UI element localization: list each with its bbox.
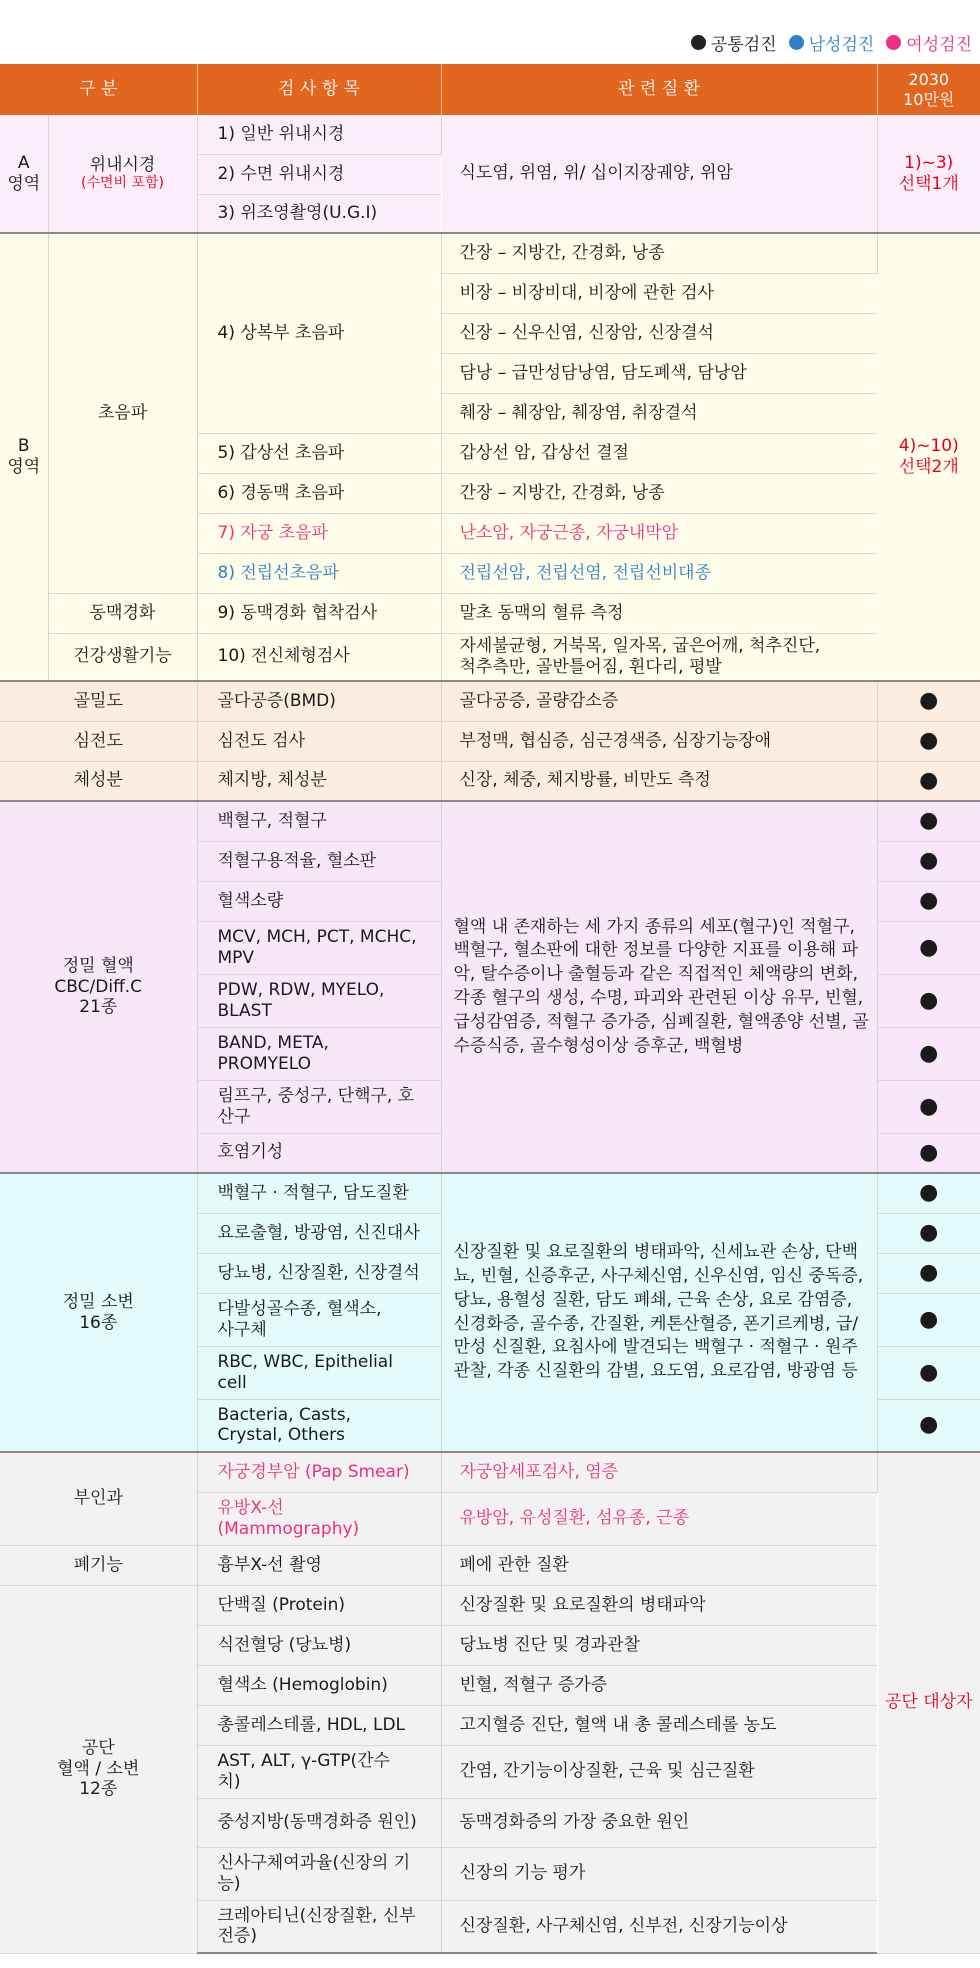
disease-cell: 폐에 관한 질환 [441, 1545, 877, 1585]
exam-item-female: 유방X-선 (Mammography) [197, 1492, 441, 1545]
disease-cell-female: 난소암, 자궁근종, 자궁내막암 [441, 513, 877, 553]
disease-cell: 자세불균형, 거북목, 일자목, 굽은어깨, 척추진단, 척추측만, 골반틀어짐, 휜다리, 평발 [441, 633, 877, 681]
included-bullet: ● [877, 721, 980, 761]
disease-cell: 췌장 – 췌장암, 췌장염, 취장결석 [441, 393, 877, 433]
header-package [877, 64, 980, 115]
header-item: 검 사 항 목 [197, 64, 441, 115]
area-a-label: A 영역 [0, 115, 48, 233]
table-row [0, 1452, 980, 1492]
disease-cell: 식도염, 위염, 위/ 십이지장궤양, 위암 [441, 115, 877, 233]
female-dot-icon [886, 35, 901, 50]
included-bullet: ● [877, 1399, 980, 1452]
table-row [0, 1545, 980, 1585]
ecg-category: 심전도 [0, 721, 197, 761]
table-header [0, 64, 980, 115]
included-bullet: ● [877, 841, 980, 881]
exam-item: 2) 수면 위내시경 [197, 154, 441, 194]
disease-cell: 신장질환 및 요로질환의 병태파악 [441, 1585, 877, 1625]
exam-item: 혈색소량 [197, 881, 441, 921]
arterio-category: 동맥경화 [48, 593, 197, 633]
header-category: 구 분 [0, 64, 197, 115]
exam-item: 호염기성 [197, 1133, 441, 1173]
included-bullet: ● [877, 1346, 980, 1399]
disease-cell: 동맥경화증의 가장 중요한 원인 [441, 1798, 877, 1847]
ultrasound-category: 초음파 [48, 233, 197, 593]
blood-category: 정밀 혈액 CBC/Diff.C 21종 [0, 801, 197, 1173]
exam-item: RBC, WBC, Epithelial cell [197, 1346, 441, 1399]
exam-item: 백혈구, 적혈구 [197, 801, 441, 841]
exam-item: 중성지방(동맥경화증 원인) [197, 1798, 441, 1847]
exam-item: 10) 전신체형검사 [197, 633, 441, 681]
exam-item: 크레아티닌(신장질환, 신부 전증) [197, 1900, 441, 1953]
exam-item: 림프구, 중성구, 단핵구, 호 산구 [197, 1080, 441, 1133]
disease-cell: 신장질환 및 요로질환의 병태파악, 신세뇨관 손상, 단백뇨, 빈혈, 신증후군, 사구체신염, 신우신염, 임신 중독증, 당뇨, 용혈성 질환, 담도 폐쇄, 근육 손상, 요로 감염증, 신경화증, 골수종, 간질환, 케톤산혈증, 폰기르케병, 급/만성 신질환, 요침사에 발견되는 백혈구 · 적혈구 · 원주 관찰, 각종 신질환의 감별, 요도염, 요로감염, 방광염 등 [441, 1173, 877, 1452]
exam-item: 체지방, 체성분 [197, 761, 441, 801]
disease-cell: 말초 동맥의 혈류 측정 [441, 593, 877, 633]
disease-cell-female: 유방암, 유성질환, 섬유종, 근종 [441, 1492, 877, 1545]
exam-item: PDW, RDW, MYELO, BLAST [197, 974, 441, 1027]
included-bullet: ● [877, 1293, 980, 1346]
disease-cell: 비장 – 비장비대, 비장에 관한 검사 [441, 273, 877, 313]
body-comp-category: 체성분 [0, 761, 197, 801]
included-bullet: ● [877, 921, 980, 974]
endoscopy-category [48, 115, 197, 233]
exam-item: 요로출혈, 방광염, 신진대사 [197, 1213, 441, 1253]
table-row [0, 233, 980, 273]
table-row [0, 115, 980, 154]
choice-note: 4)~10) 선택2개 [877, 233, 980, 681]
urine-category: 정밀 소변 16종 [0, 1173, 197, 1452]
exam-item: 백혈구 · 적혈구, 담도질환 [197, 1173, 441, 1213]
exam-item: 적혈구용적율, 혈소판 [197, 841, 441, 881]
exam-item-female: 7) 자궁 초음파 [197, 513, 441, 553]
included-bullet: ● [877, 1080, 980, 1133]
lung-category: 폐기능 [0, 1545, 197, 1585]
gyn-category: 부인과 [0, 1452, 197, 1545]
disease-cell: 고지혈증 진단, 혈액 내 총 콜레스테롤 농도 [441, 1705, 877, 1745]
disease-cell: 간장 – 지방간, 간경화, 낭종 [441, 473, 877, 513]
table-row [0, 1173, 980, 1213]
exam-item: 9) 동맥경화 협착검사 [197, 593, 441, 633]
exam-item: 1) 일반 위내시경 [197, 115, 441, 154]
checkup-table [0, 64, 980, 1954]
exam-item: 혈색소 (Hemoglobin) [197, 1665, 441, 1705]
table-row [0, 761, 980, 801]
table-row [0, 1585, 980, 1625]
sedation-note: (수면비 포함) [81, 175, 164, 192]
exam-item: 5) 갑상선 초음파 [197, 433, 441, 473]
included-bullet: ● [877, 881, 980, 921]
included-bullet: ● [877, 1253, 980, 1293]
legend-label: 여성검진 [906, 35, 972, 55]
disease-cell: 신장의 기능 평가 [441, 1847, 877, 1900]
table-row [0, 633, 980, 681]
exam-item: 흉부X-선 촬영 [197, 1545, 441, 1585]
included-bullet: ● [877, 681, 980, 721]
legend-item-female [886, 30, 972, 55]
health-category: 건강생활기능 [48, 633, 197, 681]
legend [0, 0, 980, 64]
area-b-label: B 영역 [0, 233, 48, 681]
header-package-year: 2030 [908, 69, 950, 89]
included-bullet: ● [877, 1213, 980, 1253]
included-bullet: ● [877, 974, 980, 1027]
exam-item: 총콜레스테롤, HDL, LDL [197, 1705, 441, 1745]
exam-item: 다발성골수종, 혈색소, 사구체 [197, 1293, 441, 1346]
header-disease: 관 련 질 환 [441, 64, 877, 115]
public-target-note: 공단 대상자 [877, 1452, 980, 1953]
table-row [0, 593, 980, 633]
exam-item: 단백질 (Protein) [197, 1585, 441, 1625]
table-row [0, 681, 980, 721]
disease-cell: 간염, 간기능이상질환, 근육 및 심근질환 [441, 1745, 877, 1798]
exam-item: Bacteria, Casts, Crystal, Others [197, 1399, 441, 1452]
exam-item: 당뇨병, 신장질환, 신장결석 [197, 1253, 441, 1293]
disease-cell: 간장 – 지방간, 간경화, 낭종 [441, 233, 877, 273]
exam-item: 식전혈당 (당뇨병) [197, 1625, 441, 1665]
legend-item-male [789, 30, 875, 55]
exam-item: 골다공증(BMD) [197, 681, 441, 721]
public-category: 공단 혈액 / 소변 12종 [0, 1585, 197, 1953]
disease-cell: 골다공증, 골량감소증 [441, 681, 877, 721]
exam-item: MCV, MCH, PCT, MCHC, MPV [197, 921, 441, 974]
disease-cell: 신장질환, 사구체신염, 신부전, 신장기능이상 [441, 1900, 877, 1953]
disease-cell-female: 자궁암세포검사, 염증 [441, 1452, 877, 1492]
disease-cell: 신장 – 신우신염, 신장암, 신장결석 [441, 313, 877, 353]
male-dot-icon [789, 35, 804, 50]
included-bullet: ● [877, 1027, 980, 1080]
exam-item: 6) 경동맥 초음파 [197, 473, 441, 513]
legend-item-common [691, 30, 777, 55]
exam-item-male: 8) 전립선초음파 [197, 553, 441, 593]
exam-item: 신사구체여과율(신장의 기 능) [197, 1847, 441, 1900]
endoscopy-label: 위내시경 [89, 154, 156, 175]
included-bullet: ● [877, 761, 980, 801]
exam-item: 4) 상복부 초음파 [197, 233, 441, 433]
common-dot-icon [691, 35, 706, 50]
disease-cell: 빈혈, 적혈구 증가증 [441, 1665, 877, 1705]
legend-label: 남성검진 [808, 35, 875, 55]
header-package-price: 10만원 [903, 89, 955, 109]
included-bullet: ● [877, 1173, 980, 1213]
disease-cell: 갑상선 암, 갑상선 결절 [441, 433, 877, 473]
exam-item: BAND, META, PROMYELO [197, 1027, 441, 1080]
included-bullet: ● [877, 801, 980, 841]
disease-cell: 당뇨병 진단 및 경과관찰 [441, 1625, 877, 1665]
exam-item: 심전도 검사 [197, 721, 441, 761]
disease-cell-male: 전립선암, 전립선염, 전립선비대종 [441, 553, 877, 593]
disease-cell: 부정맥, 협심증, 심근경색증, 심장기능장애 [441, 721, 877, 761]
table-row [0, 801, 980, 841]
disease-cell: 혈액 내 존재하는 세 가지 종류의 세포(혈구)인 적혈구, 백혈구, 혈소판에 대한 정보를 다양한 지표를 이용해 파악, 탈수증이나 출혈등과 같은 직접적인 체액량의 변화, 각종 혈구의 생성, 수명, 파괴와 관련된 이상 유무, 빈혈, 급성감염증, 적혈구 증가증, 심폐질환, 혈액종양 선별, 골수증식증, 골수형성이상 증후군, 백혈병 [441, 801, 877, 1173]
disease-cell: 담낭 – 급만성담낭염, 담도폐색, 담낭암 [441, 353, 877, 393]
bone-category: 골밀도 [0, 681, 197, 721]
included-bullet: ● [877, 1133, 980, 1173]
table-row [0, 721, 980, 761]
exam-item: 3) 위조영촬영(U.G.I) [197, 194, 441, 233]
exam-item: AST, ALT, γ-GTP(간수 치) [197, 1745, 441, 1798]
legend-label: 공통검진 [710, 35, 777, 55]
disease-cell: 신장, 체중, 체지방률, 비만도 측정 [441, 761, 877, 801]
exam-item-female: 자궁경부암 (Pap Smear) [197, 1452, 441, 1492]
choice-note: 1)~3) 선택1개 [877, 115, 980, 233]
